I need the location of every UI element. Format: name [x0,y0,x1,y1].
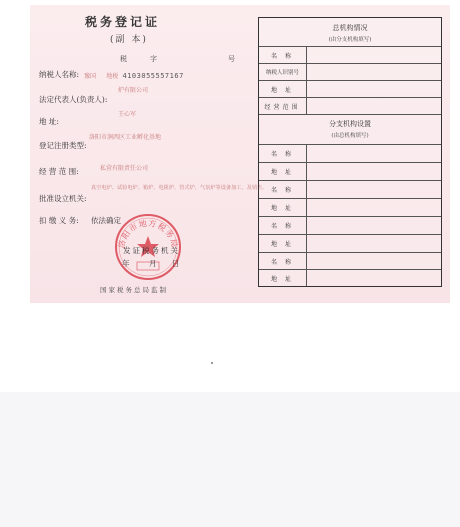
branch-row [259,180,441,198]
branch-row-label: 地 址 [259,163,307,180]
hq-row-label: 名 称 [259,47,307,63]
taxpayer-number [84,71,184,80]
year-label: 年 [122,259,132,268]
branch-row-label: 名 称 [259,217,307,234]
branch-row-label: 地 址 [259,235,307,252]
reg-type-label: 登记注册类型: [39,141,87,150]
char-tax: 税 [120,55,127,63]
branch-row-label: 名 称 [259,253,307,269]
branch-row [259,269,441,286]
hq-row-label: 经营范围 [259,98,307,114]
char-hao: 号 [228,55,235,63]
taxpayer-prefix: 豫国 [84,73,97,80]
branch-info-grid [258,17,442,287]
branch-row-label: 名 称 [259,181,307,198]
supervisor-footer: 国家税务总局监制 [100,286,168,294]
branch-row-label: 地 址 [259,270,307,286]
hq-note: (由分支机构填写) [328,37,372,43]
duty-value: 依法确定 [91,216,121,225]
hq-row [259,80,441,97]
branch-row [259,252,441,269]
month-label: 月 [149,259,159,268]
taxpayer-prefix-2: 地税 [106,73,119,80]
branch-row [259,198,441,216]
branch-row-label: 名 称 [259,145,307,162]
address-label: 地 址: [39,117,59,126]
background-band [0,392,460,527]
branch-row-label: 地 址 [259,199,307,216]
hq-row-label: 纳税人识别号 [259,64,307,80]
scope-label: 经 营 范 围: [39,167,79,176]
duty-label: 扣 缴 义 务: [39,216,79,225]
branch-row [259,216,441,234]
address-value: 洛阳市涧西区工业孵化基地 [89,134,162,141]
branch-row [259,162,441,180]
legal-rep-value: 王心军 [118,111,137,118]
day-label: 日 [172,259,182,268]
scope-value: 真空电炉、试验电炉、箱炉、电阻炉、管式炉、气氛炉等设备加工、及销售。 [91,185,268,191]
branch-row [259,144,441,162]
hq-row [259,63,441,80]
hq-row [259,97,441,114]
taxpayer-name-label: 纳税人名称: [39,70,80,79]
taxpayer-name-value: 炉有限公司 [118,87,149,94]
legal-rep-label: 法定代表人(负责人): [39,95,108,104]
hq-row-label: 地 址 [259,81,307,97]
certificate-title: 税务登记证 [85,15,161,29]
certificate-subtitle: (副 本) [110,35,148,45]
seal-ring-text: 洛阳市地方税务局 [116,218,180,250]
issuer-label: 发证税务机关 [123,246,180,255]
speck [211,362,213,364]
branch-section-header [259,119,441,139]
hq-title: 总机构情况 [332,24,368,32]
branch-note: (由总机构填写) [331,133,369,139]
hq-row [259,46,441,63]
branch-title: 分支机构设置 [329,120,371,128]
reg-type-value: 私营有限责任公司 [100,165,149,172]
taxpayer-id-value: 4103055557167 [122,72,184,80]
approve-org-label: 批准设立机关: [39,194,87,203]
branch-row [259,234,441,252]
hq-section-header [259,23,441,43]
char-zi: 字 [150,55,157,63]
